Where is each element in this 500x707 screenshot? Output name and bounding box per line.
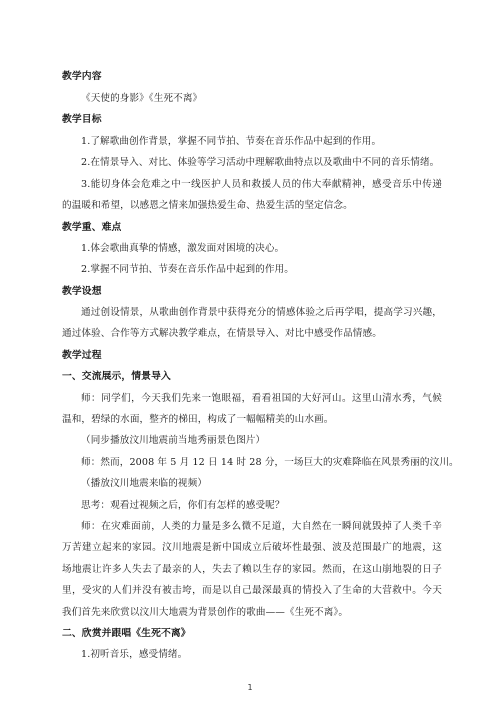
goal-item-3-line-2: 的温暖和希望，以感恩之情来加强热爱生命、热爱生活的坚定信念。 bbox=[62, 200, 353, 211]
teacher-line-3c: 场地震让许多人失去了最亲的人，失去了赖以生存的家园。然而，在这山崩地裂的日子 bbox=[62, 564, 442, 575]
teacher-line-1b: 温和，碧绿的水面，整齐的梯田，构成了一幅幅精美的山水画。 bbox=[62, 414, 334, 425]
page-number: 1 bbox=[247, 683, 253, 692]
design-line-1: 通过创设情景，从歌曲创作背景中获得充分的情感体验之后再学唱，提高学习兴趣， bbox=[81, 307, 442, 318]
teacher-line-3a: 师：在灾难面前，人类的力量是多么微不足道，大自然在一瞬间就毁掉了人类千辛 bbox=[81, 521, 442, 532]
goal-item-2: 2.在情景导入、对比、体验等学习活动中理解歌曲特点以及歌曲中不同的音乐情绪。 bbox=[81, 157, 440, 168]
section-2-heading: 二、欣赏并跟唱《生死不离》 bbox=[62, 628, 191, 639]
goal-item-3-line-1: 3.能切身体会危难之中一线医护人员和救援人员的伟大奉献精神，感受音乐中传递 bbox=[81, 179, 442, 190]
teacher-line-1a: 师：同学们，今天我们先来一饱眼福，看看祖国的大好河山。这里山清水秀，气候 bbox=[81, 393, 442, 404]
teacher-line-3d: 里，受灾的人们并没有被击垮，而是以自己最深最真的情投入了生命的大营救中。今天 bbox=[62, 585, 442, 596]
key-point-1: 1.体会歌曲真挚的情感，激发面对困境的决心。 bbox=[81, 243, 285, 254]
teacher-line-3e: 我们首先来欣赏以汶川大地震为背景创作的歌曲——《生死不离》。 bbox=[62, 607, 349, 618]
design-line-2: 通过体验、合作等方式解决教学难点，在情景导入、对比中感受作品情感。 bbox=[62, 328, 382, 339]
note-2: （播放汶川地震来临的视频） bbox=[81, 478, 208, 489]
section-1-heading: 一、交流展示，情景导入 bbox=[62, 371, 171, 382]
heading-teaching-content: 教学内容 bbox=[62, 71, 102, 82]
think-question: 思考：观看过视频之后，你们有怎样的感受呢？ bbox=[81, 500, 285, 511]
content-line: 《天使的身影》《生死不离》 bbox=[81, 93, 203, 104]
teacher-line-3b: 万苦建立起来的家园。汶川地震是新中国成立后破坏性最强、波及范围最广的地震，这 bbox=[62, 542, 442, 553]
key-point-2: 2.掌握不同节拍、节奏在音乐作品中起到的作用。 bbox=[81, 264, 294, 275]
goal-item-1: 1.了解歌曲创作背景，掌握不同节拍、节奏在音乐作品中起到的作用。 bbox=[81, 136, 382, 147]
heading-teaching-design: 教学设想 bbox=[62, 286, 102, 297]
note-1: （同步播放汶川地震前当地秀丽景色图片） bbox=[81, 435, 266, 446]
teacher-line-2: 师：然而，2008 年 5 月 12 日 14 时 28 分，一场巨大的灾难降临在风景秀丽的汶川。 bbox=[81, 457, 459, 468]
heading-teaching-goals: 教学目标 bbox=[62, 114, 102, 125]
listen-step-1: 1.初听音乐，感受情绪。 bbox=[81, 649, 188, 660]
heading-teaching-process: 教学过程 bbox=[62, 350, 102, 361]
heading-key-points: 教学重、难点 bbox=[62, 222, 122, 233]
